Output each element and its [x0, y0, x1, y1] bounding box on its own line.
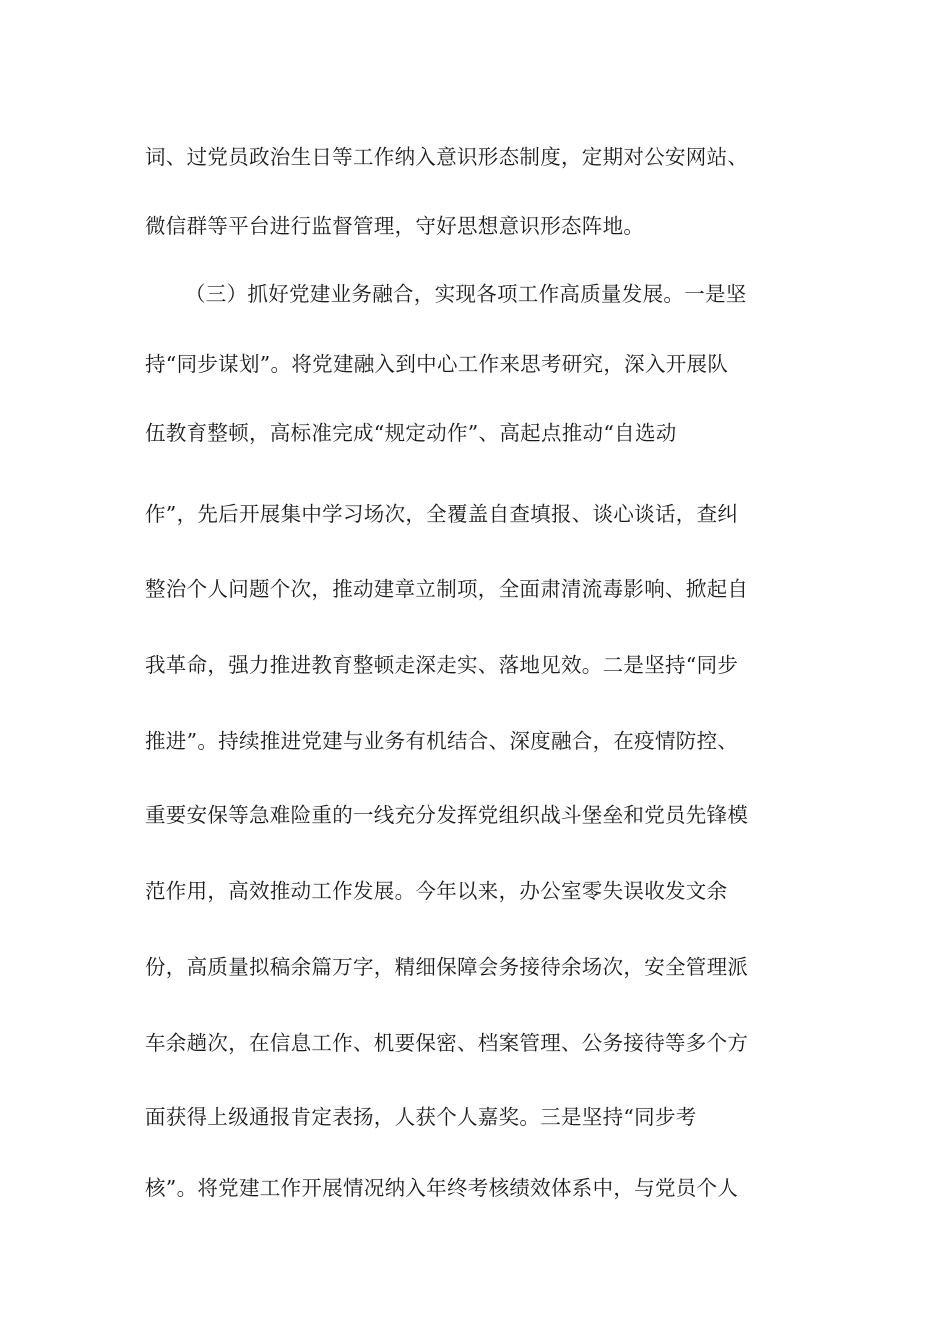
- text-line: 面获得上级通报肯定表扬，人获个人嘉奖。三是坚持“同步考: [145, 1105, 697, 1129]
- text-line: 我革命，强力推进教育整顿走深走实、落地见效。二是坚持“同步: [145, 653, 739, 677]
- text-line: 伍教育整顿，高标准完成“规定动作”、高起点推动“自选动: [145, 421, 677, 445]
- text-line: 范作用，高效推动工作发展。今年以来，办公室零失误收发文余: [145, 879, 728, 903]
- text-line: 作”，先后开展集中学习场次，全覆盖自查填报、谈心谈话，查纠: [145, 502, 739, 526]
- text-line: 整治个人问题个次，推动建章立制项，全面肃清流毒影响、掀起自: [145, 577, 749, 601]
- text-line: 持“同步谋划”。将党建融入到中心工作来思考研究，深入开展队: [145, 352, 729, 376]
- text-line: 推进”。持续推进党建与业务有机结合、深度融合，在疫情防控、: [145, 729, 739, 753]
- text-line: 核”。将党建工作开展情况纳入年终考核绩效体系中，与党员个人: [145, 1176, 739, 1200]
- text-line: 重要安保等急难险重的一线充分发挥党组织战斗堡垒和党员先锋模: [145, 803, 749, 827]
- text-line: 微信群等平台进行监督管理，守好思想意识形态阵地。: [145, 214, 645, 238]
- paragraph-heading-line: （三）抓好党建业务融合，实现各项工作高质量发展。一是坚: [185, 282, 747, 306]
- text-line: 份，高质量拟稿余篇万字，精细保障会务接待余场次，安全管理派: [145, 955, 749, 979]
- text-line: 词、过党员政治生日等工作纳入意识形态制度，定期对公安网站、: [145, 145, 749, 169]
- text-line: 车余趟次，在信息工作、机要保密、档案管理、公务接待等多个方: [145, 1031, 749, 1055]
